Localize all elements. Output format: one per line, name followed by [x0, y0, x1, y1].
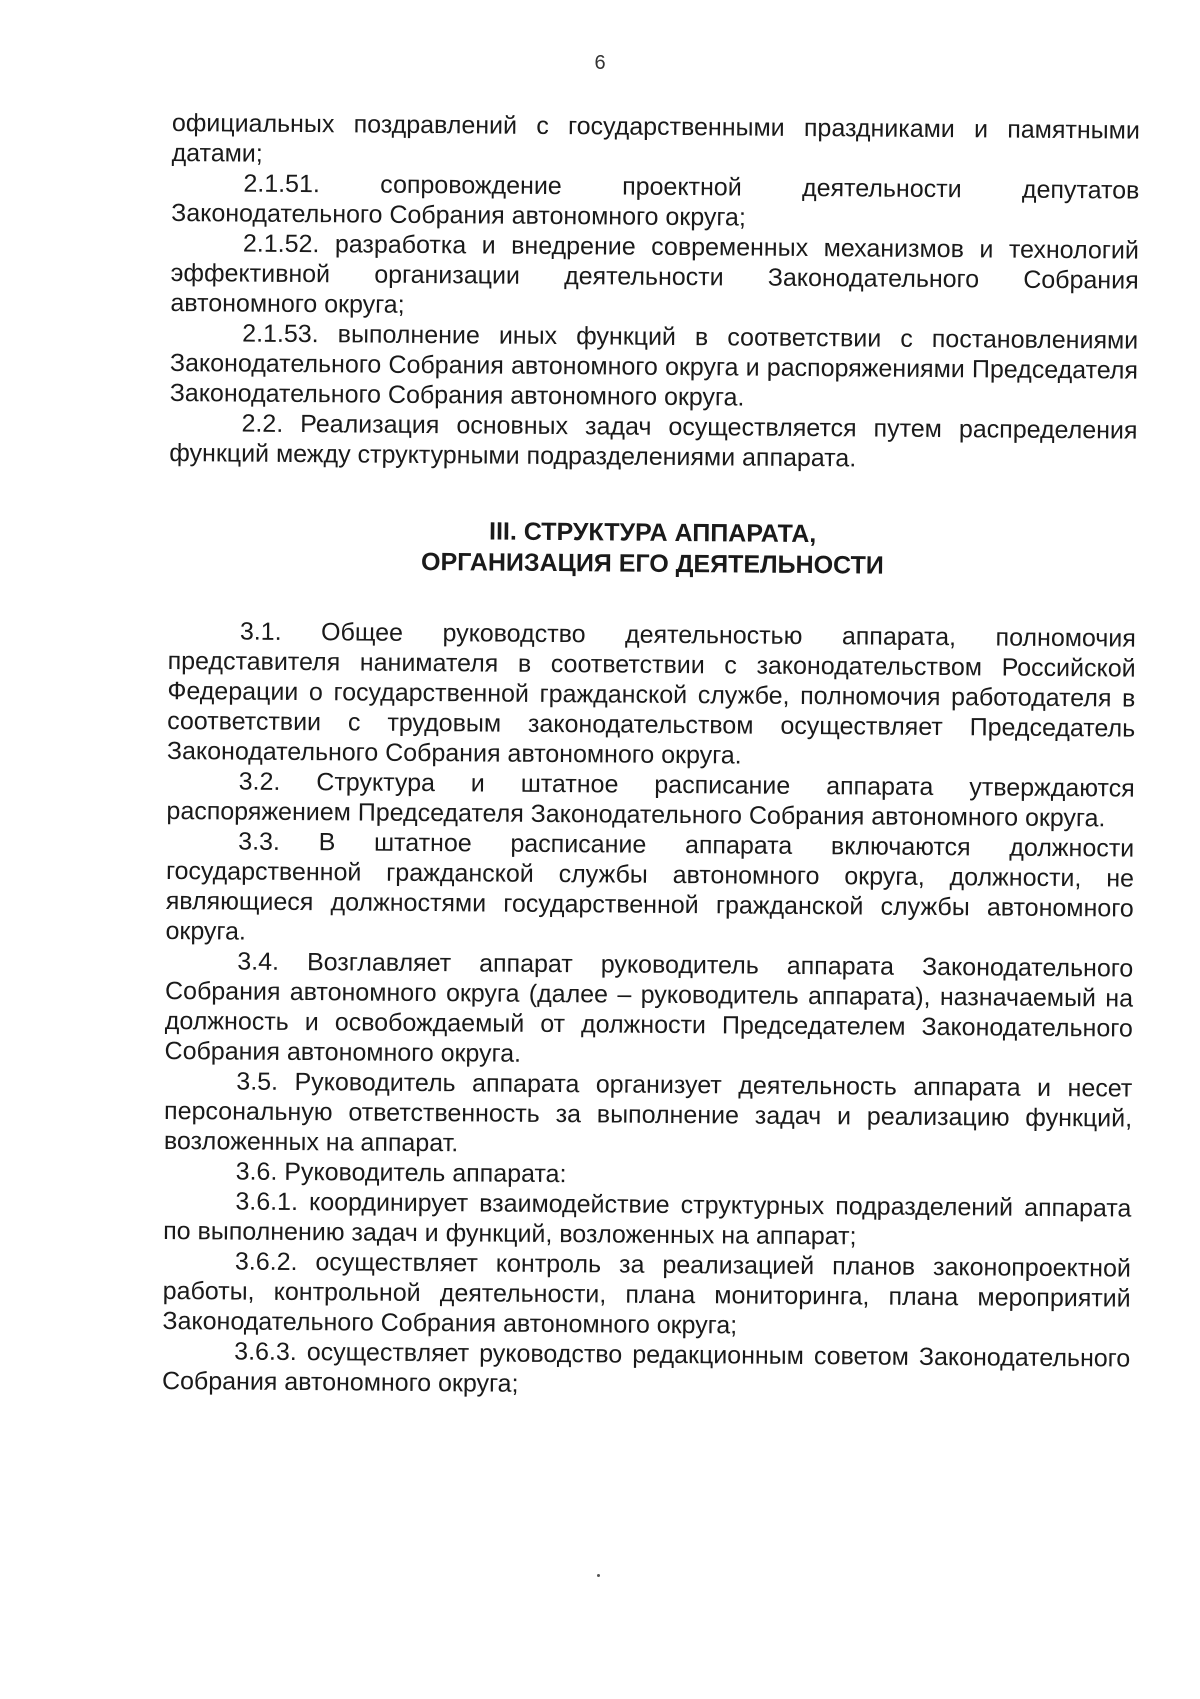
page-number: 6	[594, 52, 606, 74]
paragraph-continuation: официальных поздравлений с государственными праздниками и памятными датами;	[171, 108, 1140, 168]
paragraph-3-6-1: 3.6.1. координирует взаимодействие структурных подразделений аппарата по выполнению задач и функций, возложенных на аппарат;	[163, 1187, 1132, 1251]
paragraph-3-1: 3.1. Общее руководство деятельностью аппарата, полномочия представителя нанимателя в соответствии с законодательством Российской Федерации о государственной гражданской службе, полномочия работодателя в соответствии с трудовым законодательством осуществляет Председатель Законодательного Собрания автономного округа.	[166, 617, 1136, 770]
paragraph-3-3: 3.3. В штатное расписание аппарата включаются должности государственной гражданской службы автономного округа, должности, не являющиеся должностями государственной гражданской службы автономного округа.	[165, 827, 1135, 946]
section-heading-line-2: ОРГАНИЗАЦИЯ ЕГО ДЕЯТЕЛЬНОСТИ	[421, 547, 884, 580]
paragraph-3-6: 3.6. Руководитель аппарата:	[235, 1157, 567, 1189]
paragraph-2-1-53: 2.1.53. выполнение иных функций в соответствии с постановлениями Законодательного Собрания автономного округа и распоряжениями Председателя Законодательного Собрания автономного округа.	[169, 319, 1139, 412]
section-heading	[168, 514, 1136, 584]
paragraph-2-1-52: 2.1.52. разработка и внедрение современных механизмов и технологий эффективной организации деятельности Законодательного Собрания автономного округа;	[170, 229, 1140, 319]
paragraph-3-6-2: 3.6.2. осуществляет контроль за реализацией планов законопроектной работы, контрольной деятельности, плана мониторинга, плана мероприятий Законодательного Собрания автономного округа;	[162, 1247, 1132, 1340]
paragraph-3-4: 3.4. Возглавляет аппарат руководитель аппарата Законодательного Собрания автономного округа (далее – руководитель аппарата), назначаемый на должность и освобождаемый от должности Председателем Законодательного Собрания автономного округа.	[164, 947, 1134, 1068]
paragraph-3-5: 3.5. Руководитель аппарата организует деятельность аппарата и несет персональную ответственность за выполнение задач и реализацию функций, возложенных на аппарат.	[163, 1067, 1133, 1158]
paragraph-3-6-3: 3.6.3. осуществляет руководство редакционным советом Законодательного Собрания автономного округа;	[161, 1337, 1131, 1398]
paragraph-3-2: 3.2. Структура и штатное расписание аппарата утверждаются распоряжением Председателя Законодательного Собрания автономного округа.	[166, 767, 1135, 833]
scan-speck	[597, 1574, 600, 1577]
document-body	[162, 108, 1140, 1404]
paragraph-2-1-51: 2.1.51. сопровождение проектной деятельности депутатов Законодательного Собрания автономного округа;	[171, 169, 1140, 232]
paragraph-2-2: 2.2. Реализация основных задач осуществляется путем распределения функций между структурными подразделениями аппарата.	[169, 409, 1138, 473]
section-heading-line-1: III. СТРУКТУРА АППАРАТА,	[488, 517, 817, 549]
